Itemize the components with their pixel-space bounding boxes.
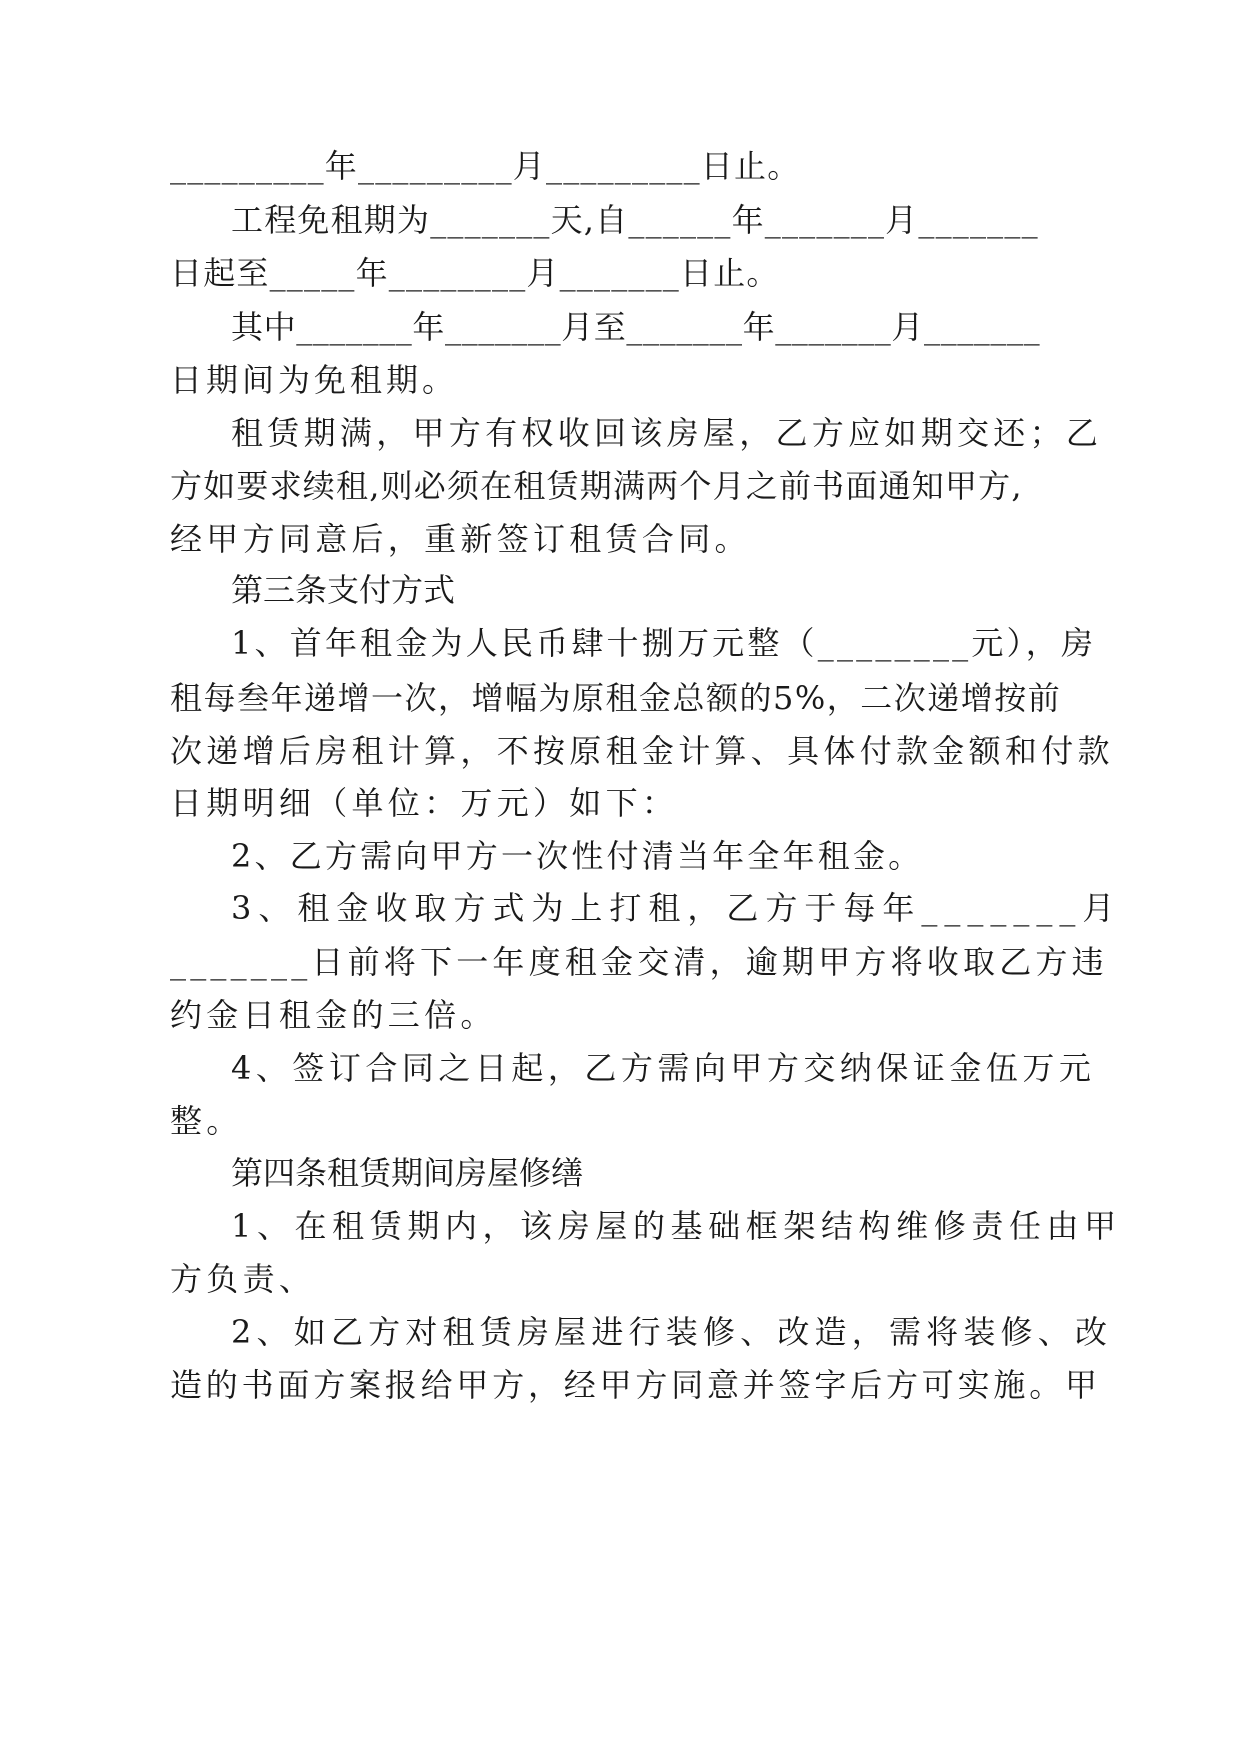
text-line: _______日前将下一年度租金交清，逾期甲方将收取乙方违	[170, 943, 1108, 981]
text-line: 日期间为免租期。	[170, 361, 459, 399]
section-heading: 第三条支付方式	[231, 571, 456, 609]
text-line: 日起至_____年________月_______日止。	[170, 254, 780, 292]
section-heading: 第四条租赁期间房屋修缮	[231, 1154, 584, 1192]
text-line: 其中_______年_______月至_______年_______月_______	[231, 308, 1041, 346]
text-line: 租每叁年递增一次，增幅为原租金总额的5%，二次递增按前	[170, 679, 1062, 717]
text-line: 3、租金收取方式为上打租，乙方于每年_______月	[231, 889, 1122, 927]
text-line: 方负责、	[170, 1260, 316, 1298]
text-line: 1、首年租金为人民币肆十捌万元整（________元），房	[231, 624, 1097, 662]
text-line: 造的书面方案报给甲方，经甲方同意并签字后方可实施。甲	[170, 1366, 1101, 1404]
text-line: 租赁期满，甲方有权收回该房屋，乙方应如期交还；乙	[231, 414, 1103, 452]
text-line: 方如要求续租,则必须在租赁期满两个月之前书面通知甲方,	[170, 467, 1023, 505]
text-line: 2、如乙方对租赁房屋进行装修、改造，需将装修、改	[231, 1313, 1113, 1351]
text-line: 约金日租金的三倍。	[170, 996, 497, 1034]
text-line: 2、乙方需向甲方一次性付清当年全年租金。	[231, 837, 924, 875]
text-line: 整。	[170, 1102, 243, 1140]
text-line: 4、签订合同之日起，乙方需向甲方交纳保证金伍万元	[231, 1049, 1096, 1087]
text-line: _________年_________月_________日止。	[170, 147, 801, 185]
text-line: 经甲方同意后，重新签订租赁合同。	[170, 520, 751, 558]
text-line: 次递增后房租计算，不按原租金计算、具体付款金额和付款	[170, 732, 1114, 770]
text-line: 1、在租赁期内，该房屋的基础框架结构维修责任由甲	[231, 1207, 1122, 1245]
text-line: 日期明细（单位：万元）如下：	[170, 784, 679, 822]
text-line: 工程免租期为_______天,自______年_______月_______	[231, 201, 1039, 239]
